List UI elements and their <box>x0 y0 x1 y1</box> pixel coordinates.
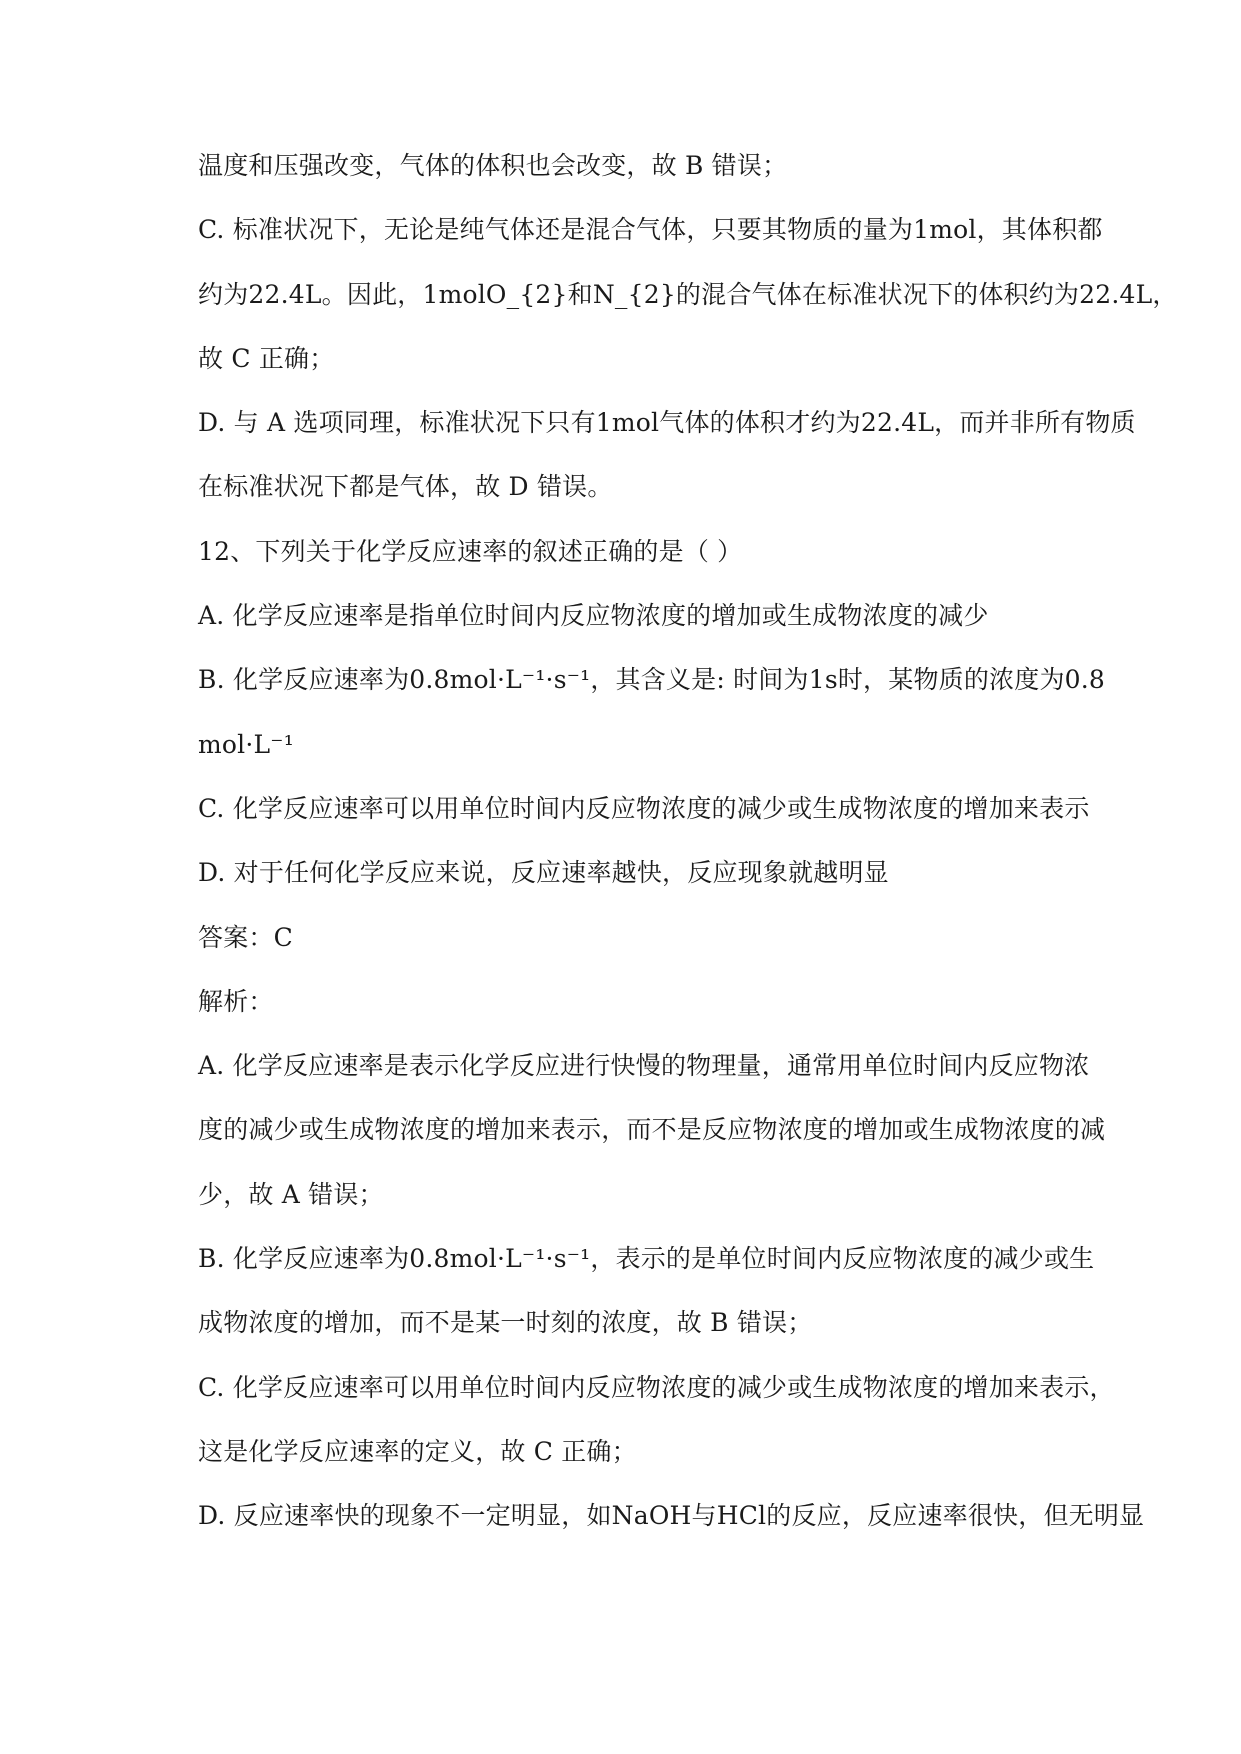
analysis-heading: 解析： <box>198 986 274 1016</box>
analysis-line: C. 化学反应速率可以用单位时间内反应物浓度的减少或生成物浓度的增加来表示， <box>198 1372 1115 1402</box>
question-option-line: C. 化学反应速率可以用单位时间内反应物浓度的减少或生成物浓度的增加来表示 <box>198 793 1090 823</box>
prev-explanation-line: 约为22.4L。因此，1molO_{2}和N_{2}的混合气体在标准状况下的体积约为22.4L， <box>198 279 1178 309</box>
question-option-line: B. 化学反应速率为0.8mol·L⁻¹·s⁻¹，其含义是: 时间为1s时，某物质的浓度为0.8 <box>198 665 1106 695</box>
question-stem: 12、下列关于化学反应速率的叙述正确的是（ ） <box>198 536 743 566</box>
analysis-line: 这是化学反应速率的定义，故 C 正确； <box>198 1436 637 1466</box>
prev-explanation-line: C. 标准状况下，无论是纯气体还是混合气体，只要其物质的量为1mol，其体积都 <box>198 215 1103 245</box>
prev-explanation-line: 故 C 正确； <box>198 343 335 373</box>
question-option-line: A. 化学反应速率是指单位时间内反应物浓度的增加或生成物浓度的减少 <box>198 601 989 631</box>
analysis-line: 成物浓度的增加，而不是某一时刻的浓度，故 B 错误； <box>198 1308 813 1338</box>
analysis-line: 少，故 A 错误； <box>198 1179 384 1209</box>
analysis-line: 度的减少或生成物浓度的增加来表示，而不是反应物浓度的增加或生成物浓度的减 <box>198 1115 1106 1145</box>
prev-explanation-line: 温度和压强改变，气体的体积也会改变，故 B 错误； <box>198 151 788 180</box>
answer-line: 答案：C <box>198 922 293 952</box>
analysis-line: D. 反应速率快的现象不一定明显，如NaOH与HCl的反应，反应速率很快，但无明显 <box>198 1501 1145 1531</box>
analysis-line: A. 化学反应速率是表示化学反应进行快慢的物理量，通常用单位时间内反应物浓 <box>198 1051 1090 1081</box>
document-body <box>198 134 1198 1549</box>
analysis-line: B. 化学反应速率为0.8mol·L⁻¹·s⁻¹，表示的是单位时间内反应物浓度的减少或生 <box>198 1244 1095 1274</box>
question-option-line: mol·L⁻¹ <box>198 729 294 759</box>
prev-explanation-line: D. 与 A 选项同理，标准状况下只有1mol气体的体积才约为22.4L，而并非所有物质 <box>198 408 1136 438</box>
question-option-line: D. 对于任何化学反应来说，反应速率越快，反应现象就越明显 <box>198 858 889 888</box>
prev-explanation-line: 在标准状况下都是气体，故 D 错误。 <box>198 472 613 502</box>
